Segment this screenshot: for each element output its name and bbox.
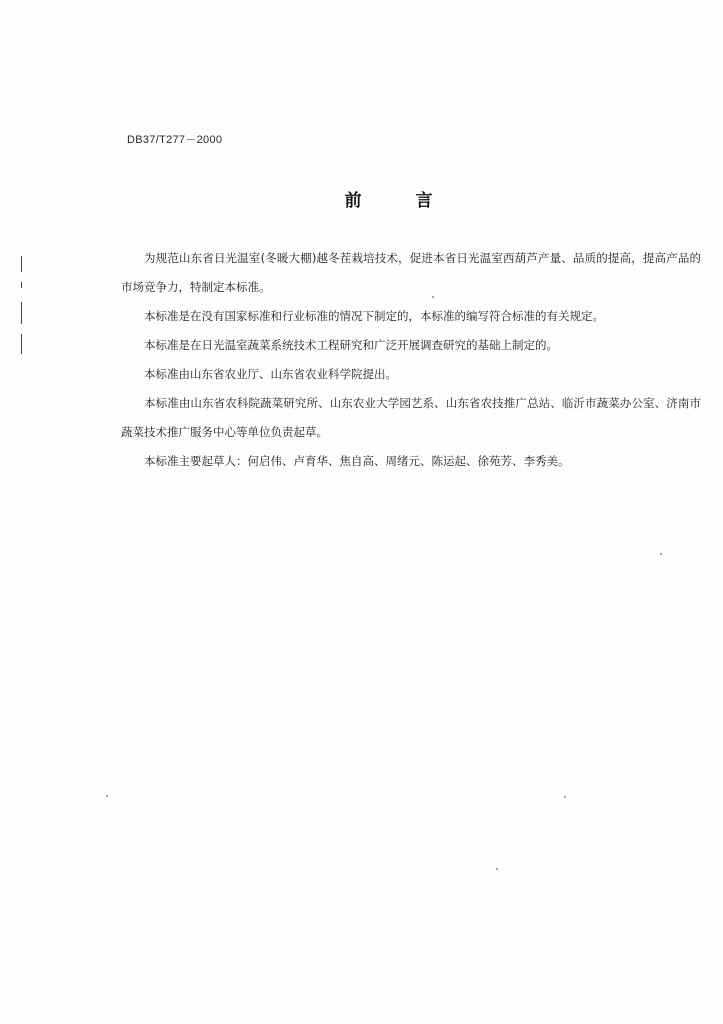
scan-speck [564,796,566,798]
scan-margin-mark [21,302,22,324]
page-title: 前 言 [344,191,457,211]
paragraph: 本标准是在日光温室蔬菜系统技术工程研究和广泛开展调查研究的基础上制定的。 [144,338,558,352]
scan-speck [660,553,662,555]
paragraph: 本标准是在没有国家标准和行业标准的情况下制定的，本标准的编写符合标准的有关规定。 [144,309,604,323]
paragraph: 本标准主要起草人：何启伟、卢育华、焦自高、周绪元、陈运起、徐苑芳、李秀美。 [144,454,570,468]
scan-margin-mark [21,256,22,272]
foreword-body [121,244,701,476]
scan-margin-mark [21,282,22,288]
scan-margin-mark [21,334,22,354]
paragraph: 本标准由山东省农业厅、山东省农业科学院提出。 [144,367,397,381]
scan-speck [106,795,108,797]
paragraph: 为规范山东省日光温室(冬暖大棚)越冬茬栽培技术，促进本省日光温室西葫芦产量、品质的提高，提高产品的市场竞争力，特制定本标准。 [121,251,701,294]
document-code: DB37/T277－2000 [127,134,223,146]
paragraph: 本标准由山东省农科院蔬菜研究所、山东农业大学园艺系、山东省农技推广总站、临沂市蔬菜办公室、济南市蔬菜技术推广服务中心等单位负责起草。 [121,396,701,439]
scan-speck [496,868,498,870]
